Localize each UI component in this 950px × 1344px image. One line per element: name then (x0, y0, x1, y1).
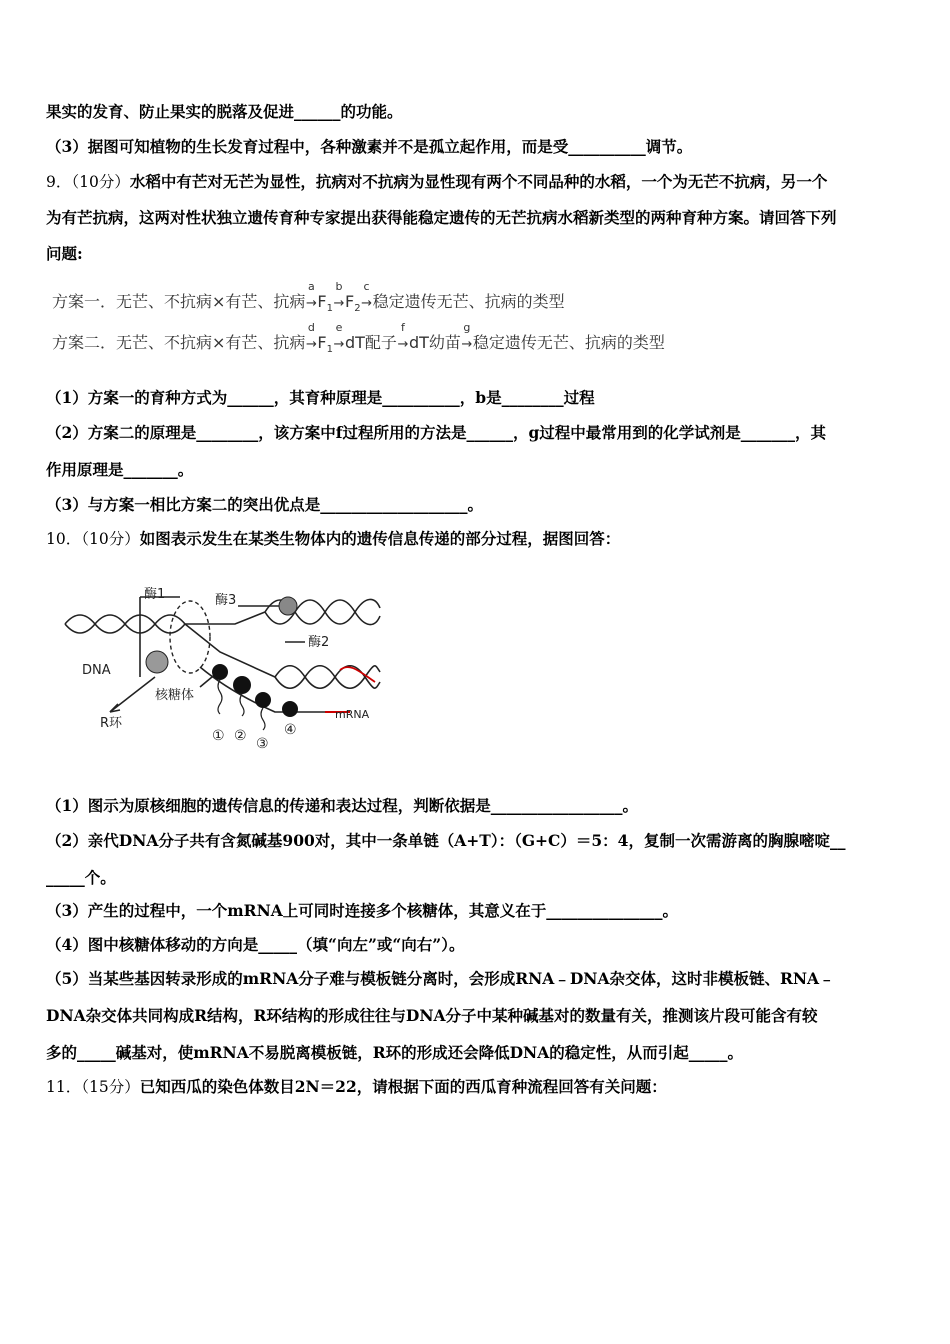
transcription-translation-diagram (60, 582, 390, 752)
text-line: 果实的发育、防止果实的脱落及促进______的功能。 (46, 102, 403, 121)
arrow-icon: → (361, 296, 373, 311)
enzyme-2-label: 酶2 (308, 635, 330, 650)
text-line: （2）亲代DNA分子共有含氮碱基900对，其中一条单链（A+T）：（G+C）＝5：4，复制一次需游离的胸腺嘧啶__ (46, 831, 846, 850)
scheme-text: 方案二．无芒、不抗病×有芒、抗病 (52, 333, 306, 352)
text-line: 为有芒抗病，这两对性状独立遗传育种专家提出获得能稳定遗传的无芒抗病水稻新类型的两种育种方案。请回答下列 (46, 208, 837, 227)
enzyme-3-shape (279, 597, 297, 615)
arrow-label: e (335, 321, 343, 334)
text-line: （1）图示为原核细胞的遗传信息的传递和表达过程，判断依据是_________________。 (46, 796, 639, 815)
arrow-label: b (335, 280, 343, 293)
number-1-label: ① (212, 728, 225, 744)
subscript: 2 (354, 303, 361, 315)
ribosome-shape (233, 676, 251, 694)
question-text: 水稻中有芒对无芒为显性，抗病对不抗病为显性现有两个不同品种的水稻，一个为无芒不抗病，另一个 (129, 172, 828, 191)
text-line: 问题: (46, 244, 83, 263)
enzyme-1-shape (146, 651, 168, 673)
question-text: 如图表示发生在某类生物体内的遗传信息传递的部分过程，据图回答： (139, 529, 621, 548)
arrow-icon: → (397, 337, 409, 352)
scheme-text: F (317, 292, 327, 311)
scheme-two (52, 321, 665, 356)
text-line: （3）据图可知植物的生长发育过程中，各种激素并不是孤立起作用，而是受__________调节。 (46, 137, 693, 156)
arrow-icon: → (461, 337, 473, 352)
text-line: （5）当某些基因转录形成的mRNA分子难与模板链分离时，会形成RNA﹣DNA杂交体，这时非模板链、RNA﹣ (46, 969, 835, 988)
question-9-stem (46, 172, 910, 192)
scheme-text: dT幼苗 (408, 333, 461, 352)
text-line: DNA杂交体共同构成R结构，R环结构的形成往往与DNA分子中某种碱基对的数量有关，推测该片段可能含有较 (46, 1006, 818, 1025)
scheme-text: 方案一．无芒、不抗病×有芒、抗病 (52, 292, 306, 311)
scheme-one (52, 280, 565, 315)
arrow-icon: → (333, 296, 345, 311)
dna-label: DNA (82, 663, 111, 678)
text-line: （1）方案一的育种方式为______，其育种原理是__________，b是________过程 (46, 388, 595, 407)
number-4-label: ④ (284, 722, 297, 738)
question-number: 11．（15分） (46, 1078, 140, 1096)
arrow-label: g (463, 321, 471, 334)
question-text: 已知西瓜的染色体数目2N＝22，请根据下面的西瓜育种流程回答有关问题： (139, 1077, 667, 1096)
ribosome-shape (212, 664, 228, 680)
text-line: 作用原理是_______。 (46, 460, 194, 479)
arrow-icon: → (333, 337, 345, 352)
text-line: 多的_____碱基对，使mRNA不易脱离模板链，R环的形成还会降低DNA的稳定性，从而引起_____。 (46, 1043, 743, 1062)
ribosome-label: 核糖体 (155, 688, 195, 703)
arrow-label: a (308, 280, 315, 293)
dna-strand (65, 615, 185, 633)
arrow-icon: → (305, 296, 317, 311)
subscript: 1 (326, 344, 333, 356)
text-line: _____个。 (46, 868, 116, 887)
text-line: （4）图中核糖体移动的方向是_____（填“向左”或“向右”）。 (46, 935, 465, 954)
r-loop-label: R环 (100, 716, 123, 731)
ribosome-shape (255, 692, 271, 708)
arrow-label: f (401, 321, 405, 334)
dashed-circle (170, 601, 210, 673)
ribosome-shape (282, 701, 298, 717)
arrow-icon: → (305, 337, 317, 352)
scheme-text: dT配子 (345, 333, 397, 352)
question-number: 10．（10分） (46, 530, 140, 548)
scheme-text: F (317, 333, 327, 352)
enzyme-3-label: 酶3 (215, 593, 237, 608)
question-11-stem (46, 1077, 910, 1097)
question-10-stem (46, 529, 910, 549)
subscript: 1 (326, 303, 333, 315)
number-3-label: ③ (256, 736, 269, 752)
scheme-text: 稳定遗传无芒、抗病的类型 (472, 333, 665, 352)
text-line: （2）方案二的原理是________，该方案中f过程所用的方法是______，g过程中最常用到的化学试剂是_______，其 (46, 423, 827, 442)
text-line: （3）与方案一相比方案二的突出优点是___________________。 (46, 495, 484, 514)
arrow-label: d (307, 321, 315, 334)
arrow-label: c (363, 280, 370, 293)
scheme-text: 稳定遗传无芒、抗病的类型 (372, 292, 565, 311)
number-2-label: ② (234, 728, 247, 744)
question-number: 9．（10分） (46, 173, 130, 191)
text-line: （3）产生的过程中，一个mRNA上可同时连接多个核糖体，其意义在于_______________。 (46, 901, 679, 920)
scheme-text: F (345, 292, 355, 311)
enzyme-1-label: 酶1 (144, 587, 166, 602)
mrna-label: mRNA (335, 708, 370, 721)
